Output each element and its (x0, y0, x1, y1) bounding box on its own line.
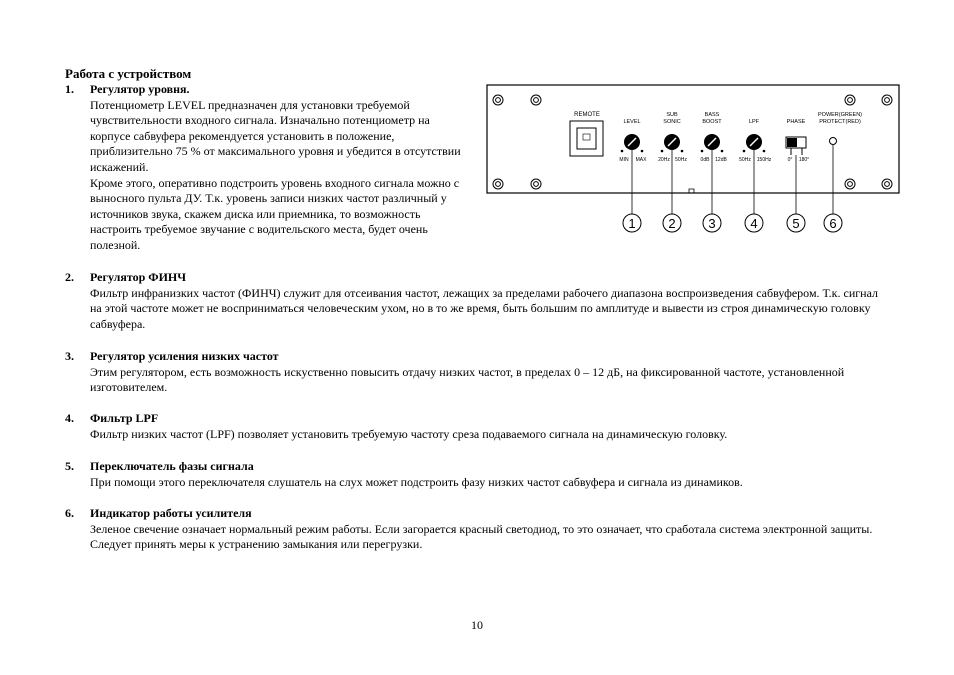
level-max-label: MAX (635, 157, 647, 163)
bass-boost-label-2: BOOST (702, 119, 722, 125)
section-1-paragraph-2: Кроме этого, оперативно подстроить уровень входного сигнала можно с выносного пульта ДУ. Т.к. уровень записи низких частот различный у источников звука, скажем диска или приемника, то возможность настроить требуемое звучание с водительского места, будет очень полезной. (90, 175, 460, 252)
callout-3-number: 3 (708, 216, 716, 231)
section-4-number: 4. (65, 411, 74, 425)
section-6-paragraph: Зеленое свечение означает нормальный режим работы. Если загорается красный светодиод, то это означает, что сработала система электронной защиты. Следует принять меры к устранению замыкания или перегрузки. (90, 521, 873, 552)
callout-5-number: 5 (792, 216, 800, 231)
section-3 (65, 349, 890, 396)
sub-sonic-max-label: 50Hz (675, 157, 687, 163)
callout-1-number: 1 (628, 216, 636, 231)
protect-label: PROTECT(RED) (819, 119, 861, 125)
lpf-max-label: 150Hz (756, 157, 772, 163)
section-4-header (65, 411, 890, 427)
section-1-number: 1. (65, 82, 74, 96)
section-5-number: 5. (65, 459, 74, 473)
section-1-title: Регулятор уровня. (90, 82, 190, 96)
section-3-header (65, 349, 890, 365)
bass-boost-min-label: 0dB (700, 157, 710, 163)
section-2-header (65, 270, 890, 286)
section-5-title: Переключатель фазы сигнала (90, 459, 254, 473)
section-4 (65, 411, 890, 442)
phase-label: PHASE (786, 119, 806, 125)
panel-frame (487, 85, 899, 193)
section-3-title: Регулятор усиления низких частот (90, 349, 279, 363)
phase-0-label: 0° (787, 157, 793, 163)
lpf-min-label: 50Hz (739, 157, 751, 163)
sub-sonic-label-2: SONIC (663, 119, 681, 125)
section-3-paragraph: Этим регулятором, есть возможность искуственно повысить отдачу низких частот, в пределах 0 – 12 дБ, на фиксированной частоте, установленной изготовителем. (90, 364, 845, 395)
lpf-label: LPF (748, 119, 760, 125)
section-3-number: 3. (65, 349, 74, 363)
section-2-paragraph: Фильтр инфранизких частот (ФИНЧ) служит для отсеивания частот, лежащих за пределами рабочего диапазона воспроизведения сабвуфером. Т.к. сигнал на этой частоте может не восприниматься человеческим ухом, но в то же время, быть большим по амплитуде и вывести из строя динамическую головку сабвуфера. (90, 285, 879, 331)
phase-180-label: 180° (798, 157, 810, 163)
page-heading: Работа с устройством (65, 66, 192, 81)
power-led-icon (830, 138, 837, 145)
device-panel-illustration (484, 84, 904, 240)
section-6 (65, 506, 890, 553)
section-5-paragraph: При помощи этого переключателя слушатель на слух может подстроить фазу низких частот сабвуфера и сигнала из динамиков. (90, 474, 743, 489)
section-1 (65, 82, 470, 254)
section-1-header (65, 82, 470, 98)
page-number: 10 (471, 618, 483, 632)
power-label: POWER(GREEN) (818, 112, 862, 118)
remote-label: REMOTE (574, 112, 600, 118)
callout-6-number: 6 (829, 216, 837, 231)
section-5 (65, 459, 890, 490)
section-2 (65, 270, 890, 332)
section-6-title: Индикатор работы усилителя (90, 506, 252, 520)
section-6-header (65, 506, 890, 522)
callout-4-number: 4 (750, 216, 758, 231)
section-1-paragraph-1: Потенциометр LEVEL предназначен для установки требуемой чувствительности входного сигнала. Изначально потенциометр на корпусе сабвуфера рекомендуется установить в положение, приблизительно 75 % от максимального уровня и убедится в отсутствии искажений. (90, 97, 461, 174)
section-2-number: 2. (65, 270, 74, 284)
bass-boost-max-label: 12dB (715, 157, 727, 163)
sub-sonic-min-label: 20Hz (658, 157, 670, 163)
level-min-label: MIN (619, 157, 629, 163)
callout-2-number: 2 (668, 216, 676, 231)
section-4-paragraph: Фильтр низких частот (LPF) позволяет установить требуемую частоту среза подаваемого сигнала на динамическую головку. (90, 426, 728, 441)
section-6-number: 6. (65, 506, 74, 520)
level-label: LEVEL (623, 119, 641, 125)
section-4-title: Фильтр LPF (90, 411, 159, 425)
bass-boost-label-1: BASS (704, 112, 720, 118)
section-5-header (65, 459, 890, 475)
sub-sonic-label-1: SUB (666, 112, 678, 118)
section-2-title: Регулятор ФИНЧ (90, 270, 187, 284)
